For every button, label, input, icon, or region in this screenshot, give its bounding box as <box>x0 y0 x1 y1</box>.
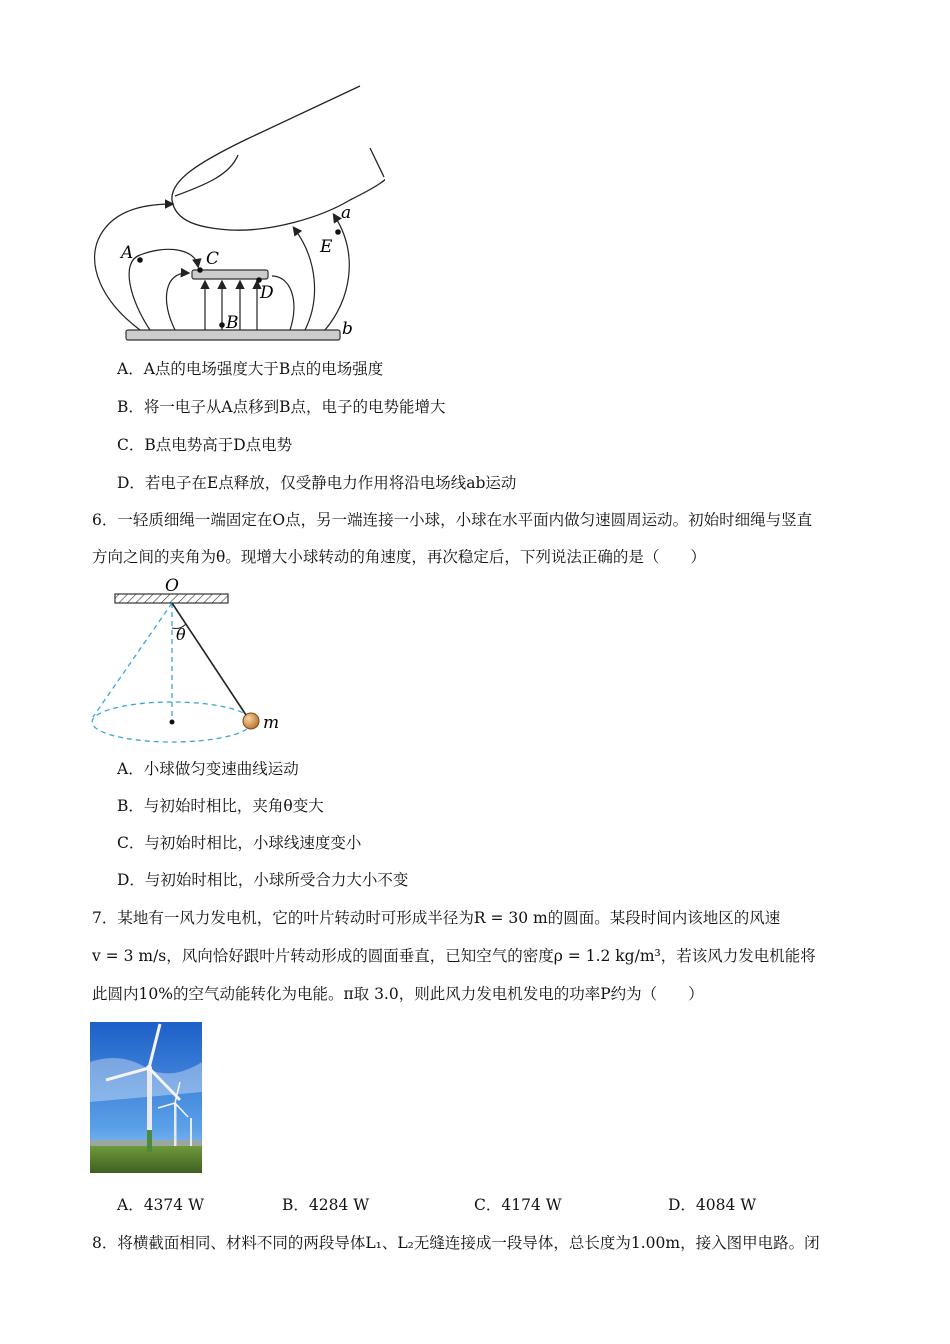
q7-option-d: D．4084 W <box>668 1196 757 1214</box>
label-b: b <box>342 319 353 339</box>
q5-option-a: A．A点的电场强度大于B点的电场强度 <box>117 360 384 378</box>
q6-stem-line2: 方向之间的夹角为θ。现增大小球转动的角速度，再次稳定后，下列说法正确的是（ ） <box>92 548 706 566</box>
q7-option-a: A．4374 W <box>117 1196 204 1214</box>
q8-stem-line1: 8．将横截面相同、材料不同的两段导体L₁、L₂无缝连接成一段导体，总长度为1.00m，接入图甲电路。闭 <box>92 1234 820 1252</box>
q7-stem-line1: 7．某地有一风力发电机，它的叶片转动时可形成半径为R = 30 m的圆面。某段时间内该地区的风速 <box>92 909 781 927</box>
label-A: A <box>121 243 134 263</box>
q7-option-b: B．4284 W <box>282 1196 370 1214</box>
label-E: E <box>320 237 333 257</box>
q5-option-d: D．若电子在E点释放，仅受静电力作用将沿电场线ab运动 <box>117 474 517 492</box>
wind-turbine-photo <box>90 1022 202 1173</box>
ball <box>243 713 259 729</box>
q6-option-a: A．小球做匀变速曲线运动 <box>117 760 299 778</box>
q6-option-b: B．与初始时相比，夹角θ变大 <box>117 797 324 815</box>
q6-option-c: C．与初始时相比，小球线速度变小 <box>117 834 362 852</box>
finger-outline <box>172 86 385 230</box>
label-B: B <box>226 313 239 333</box>
small-plate <box>192 270 268 279</box>
label-a: a <box>341 203 352 223</box>
label-O: O <box>165 576 179 596</box>
conical-pendulum-figure <box>88 570 288 750</box>
q6-option-d: D．与初始时相比，小球所受合力大小不变 <box>117 871 409 889</box>
q6-stem-line1: 6．一轻质细绳一端固定在O点，另一端连接一小球，小球在水平面内做匀速圆周运动。初始时细绳与竖直 <box>92 511 813 529</box>
q5-option-c: C．B点电势高于D点电势 <box>117 436 293 454</box>
label-m: m <box>263 713 280 733</box>
label-C: C <box>206 249 220 269</box>
label-theta: θ <box>176 625 186 644</box>
q5-option-b: B．将一电子从A点移到B点，电子的电势能增大 <box>117 398 446 416</box>
electric-field-figure <box>85 80 385 350</box>
label-D: D <box>260 283 274 303</box>
q7-stem-line3: 此圆内10%的空气动能转化为电能。π取 3.0，则此风力发电机发电的功率P约为（ ） <box>92 985 704 1003</box>
q7-option-c: C．4174 W <box>474 1196 562 1214</box>
q7-stem-line2: v = 3 m/s，风向恰好跟叶片转动形成的圆面垂直，已知空气的密度ρ = 1.2 kg/m³，若该风力发电机能将 <box>92 947 816 965</box>
